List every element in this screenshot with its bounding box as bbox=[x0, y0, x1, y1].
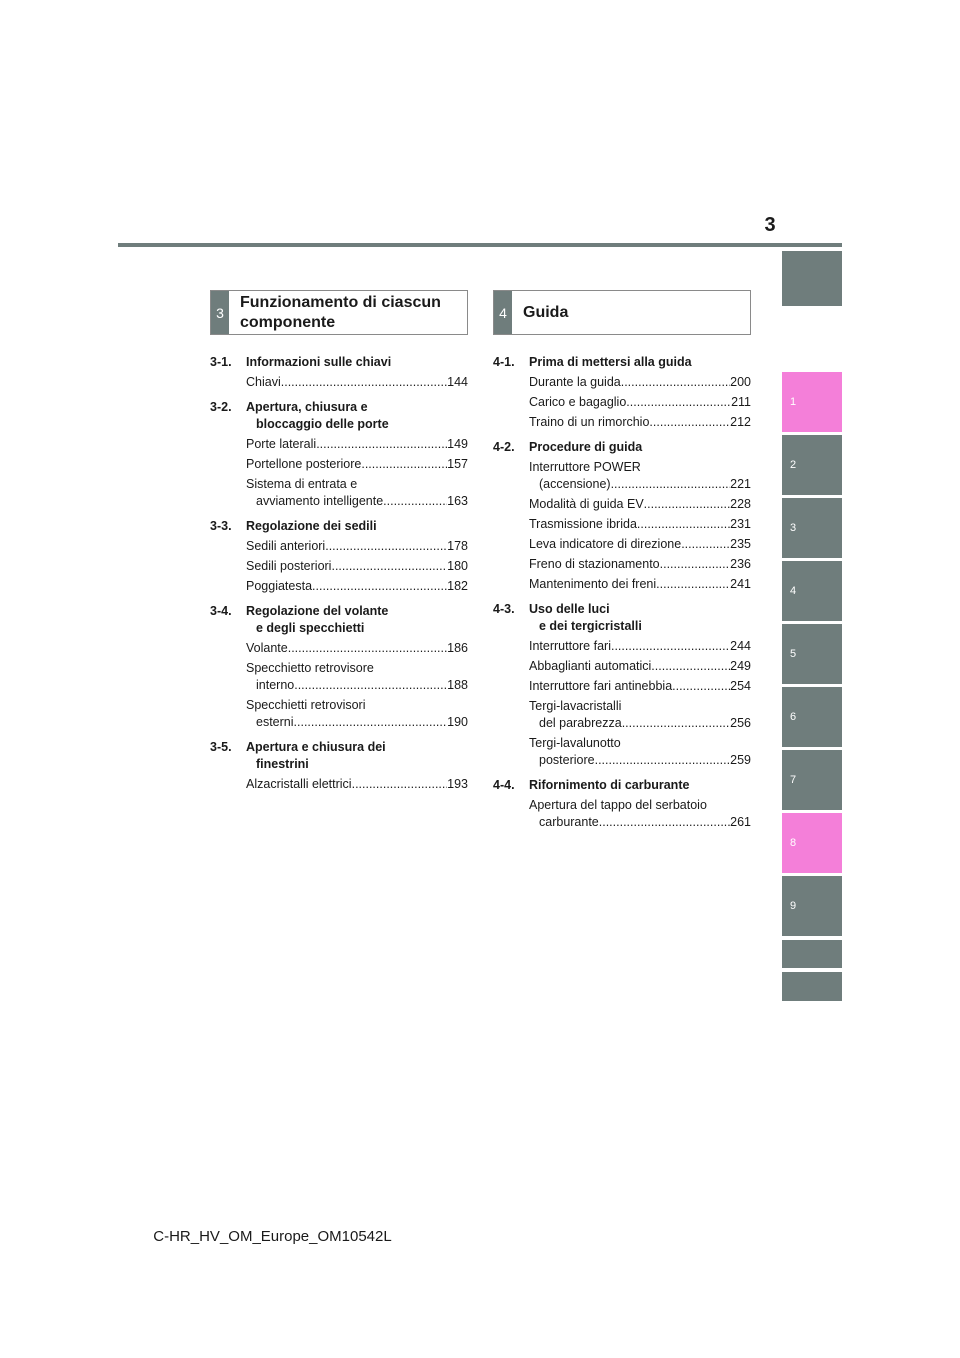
chapter-title: Rifornimento di carburante bbox=[529, 778, 690, 792]
toc-entry-label: Sedili posteriori bbox=[246, 559, 332, 573]
toc-entry[interactable] bbox=[246, 558, 468, 575]
page-reference: 178 bbox=[447, 539, 468, 553]
dot-leader bbox=[288, 640, 447, 657]
page-number: 3 bbox=[764, 214, 776, 236]
dot-leader bbox=[660, 556, 731, 573]
toc-entry-label: Apertura del tappo del serbatoio bbox=[529, 798, 707, 812]
chapter-tab-7[interactable]: 7 bbox=[782, 750, 842, 810]
page-reference: 235 bbox=[730, 537, 751, 551]
page-reference: 190 bbox=[447, 715, 468, 729]
dot-leader bbox=[672, 678, 730, 695]
toc-entry-label: Porte laterali bbox=[246, 437, 317, 451]
page-reference: 200 bbox=[730, 375, 751, 389]
page-reference: 261 bbox=[730, 815, 751, 829]
page-reference: 182 bbox=[447, 579, 468, 593]
section-header bbox=[493, 290, 751, 335]
chapter-title: Regolazione dei sedili bbox=[246, 519, 377, 533]
toc-entry[interactable] bbox=[529, 797, 751, 831]
dot-leader bbox=[644, 496, 730, 513]
dot-leader bbox=[637, 516, 730, 533]
toc-entry-label: Mantenimento dei freni bbox=[529, 577, 657, 591]
chapter-tab-3[interactable]: 3 bbox=[782, 498, 842, 558]
chapter-number: 4-1. bbox=[493, 355, 515, 369]
page-reference: 249 bbox=[730, 659, 751, 673]
toc-entry[interactable] bbox=[529, 374, 751, 391]
dot-leader bbox=[294, 714, 448, 731]
toc-entry[interactable] bbox=[529, 536, 751, 553]
chapter-tab-blank[interactable] bbox=[782, 251, 842, 306]
chapter-title: Regolazione del volante e degli specchietti bbox=[246, 604, 389, 635]
section-header bbox=[210, 290, 468, 335]
toc-entry[interactable] bbox=[529, 576, 751, 593]
dot-leader bbox=[312, 578, 447, 595]
toc-entry-label: Interruttore fari antinebbia bbox=[529, 679, 673, 693]
toc-entry-label: interno bbox=[256, 678, 295, 692]
toc-entry-label: carburante bbox=[539, 815, 599, 829]
toc-entry-label: avviamento intelligente bbox=[256, 494, 384, 508]
toc-entry-label: esterni bbox=[256, 715, 294, 729]
chapter-heading bbox=[493, 777, 751, 794]
page-reference: 149 bbox=[447, 437, 468, 451]
dot-leader bbox=[651, 658, 730, 675]
toc-entry[interactable] bbox=[246, 456, 468, 473]
section-title: Funzionamento di ciascun componente bbox=[240, 293, 441, 331]
chapter-heading bbox=[210, 739, 468, 773]
page-reference: 256 bbox=[730, 716, 751, 730]
section-3-column bbox=[210, 290, 468, 793]
chapter-tab-6[interactable]: 6 bbox=[782, 687, 842, 747]
chapter-heading bbox=[493, 601, 751, 635]
toc-entry-label: Modalità di guida EV bbox=[529, 497, 644, 511]
dot-leader bbox=[325, 538, 447, 555]
page-reference: 241 bbox=[730, 577, 751, 591]
page-reference: 211 bbox=[731, 395, 751, 409]
page-reference: 180 bbox=[447, 559, 468, 573]
toc-entry[interactable] bbox=[246, 436, 468, 453]
page-reference: 163 bbox=[447, 494, 468, 508]
dot-leader bbox=[281, 374, 447, 391]
toc-entry-label: Tergi-lavalunotto bbox=[529, 736, 621, 750]
toc-entry[interactable] bbox=[529, 516, 751, 533]
chapter-number: 3-1. bbox=[210, 355, 232, 369]
toc-entry-label: Carico e bagaglio bbox=[529, 395, 627, 409]
page-reference: 212 bbox=[730, 415, 751, 429]
toc-entry[interactable] bbox=[529, 459, 751, 493]
dot-leader bbox=[294, 677, 447, 694]
chapter-number: 3-2. bbox=[210, 400, 232, 414]
dot-leader bbox=[626, 394, 731, 411]
toc-entry-label: Specchietto retrovisore bbox=[246, 661, 374, 675]
dot-leader bbox=[622, 715, 730, 732]
header-rule bbox=[118, 243, 842, 247]
toc-entry[interactable] bbox=[529, 394, 751, 411]
page-reference: 236 bbox=[730, 557, 751, 571]
dot-leader bbox=[599, 814, 730, 831]
chapter-number: 3-5. bbox=[210, 740, 232, 754]
toc-entry[interactable] bbox=[529, 414, 751, 431]
toc-entry-label: Freno di stazionamento bbox=[529, 557, 660, 571]
chapter-tab-1[interactable]: 1 bbox=[782, 372, 842, 432]
toc-entry-label: Specchietti retrovisori bbox=[246, 698, 366, 712]
page-reference: 186 bbox=[447, 641, 468, 655]
document-footer: C-HR_HV_OM_Europe_OM10542L bbox=[153, 1228, 392, 1245]
section-4-column bbox=[493, 290, 751, 831]
dot-leader bbox=[331, 558, 447, 575]
toc-entry-label: Trasmissione ibrida bbox=[529, 517, 637, 531]
dot-leader bbox=[649, 414, 730, 431]
chapter-number: 4-3. bbox=[493, 602, 515, 616]
dot-leader bbox=[611, 638, 730, 655]
chapter-title: Apertura, chiusura e bloccaggio delle porte bbox=[246, 400, 389, 431]
chapter-heading bbox=[210, 518, 468, 535]
page-reference: 157 bbox=[447, 457, 468, 471]
page-reference: 144 bbox=[447, 375, 468, 389]
toc-entry-label: Portellone posteriore bbox=[246, 457, 362, 471]
page-reference: 231 bbox=[730, 517, 751, 531]
chapter-tab-8[interactable]: 8 bbox=[782, 813, 842, 873]
page-reference: 221 bbox=[730, 477, 751, 491]
toc-entry-label: Volante bbox=[246, 641, 288, 655]
dot-leader bbox=[361, 456, 447, 473]
dot-leader bbox=[316, 436, 447, 453]
toc-entry-label: del parabrezza bbox=[539, 716, 622, 730]
dot-leader bbox=[681, 536, 730, 553]
toc-entry-label: Interruttore fari bbox=[529, 639, 611, 653]
chapter-tab-blank[interactable] bbox=[782, 972, 842, 1001]
toc-entry[interactable] bbox=[246, 476, 468, 510]
toc-entry[interactable] bbox=[246, 776, 468, 793]
toc-entry-label: Sistema di entrata e bbox=[246, 477, 358, 491]
chapter-number: 3-4. bbox=[210, 604, 232, 618]
toc-entry-label: Chiavi bbox=[246, 375, 281, 389]
toc-entry[interactable] bbox=[246, 660, 468, 694]
toc-entry-label: Sedili anteriori bbox=[246, 539, 326, 553]
toc-entry-label: Traino di un rimorchio bbox=[529, 415, 650, 429]
chapter-title: Procedure di guida bbox=[529, 440, 643, 454]
page-reference: 254 bbox=[730, 679, 751, 693]
toc-entry[interactable] bbox=[529, 556, 751, 573]
section-title: Guida bbox=[523, 303, 569, 321]
chapter-tab-2[interactable]: 2 bbox=[782, 435, 842, 495]
chapter-tab-9[interactable]: 9 bbox=[782, 876, 842, 936]
page-reference: 259 bbox=[730, 753, 751, 767]
dot-leader bbox=[352, 776, 448, 793]
toc-entry-label: posteriore bbox=[539, 753, 595, 767]
toc-entry[interactable] bbox=[529, 638, 751, 655]
toc-entry[interactable] bbox=[246, 640, 468, 657]
toc-entry-label: Leva indicatore di direzione bbox=[529, 537, 682, 551]
toc-entry-label: Durante la guida bbox=[529, 375, 621, 389]
chapter-number: 3-3. bbox=[210, 519, 232, 533]
chapter-title: Informazioni sulle chiavi bbox=[246, 355, 392, 369]
toc-entry-label: Poggiatesta bbox=[246, 579, 313, 593]
toc-entry[interactable] bbox=[246, 697, 468, 731]
toc-entry[interactable] bbox=[529, 678, 751, 695]
page-reference: 188 bbox=[447, 678, 468, 692]
chapter-heading bbox=[210, 399, 468, 433]
chapter-tab-4[interactable]: 4 bbox=[782, 561, 842, 621]
table-of-contents bbox=[493, 354, 751, 831]
toc-entry-label: Abbaglianti automatici bbox=[529, 659, 652, 673]
toc-entry[interactable] bbox=[529, 496, 751, 513]
toc-entry-label: Interruttore POWER bbox=[529, 460, 641, 474]
toc-entry[interactable] bbox=[246, 538, 468, 555]
dot-leader bbox=[656, 576, 730, 593]
section-number: 4 bbox=[494, 291, 512, 334]
chapter-title: Uso delle luci e dei tergicristalli bbox=[529, 602, 642, 633]
toc-entry[interactable] bbox=[529, 698, 751, 732]
dot-leader bbox=[621, 374, 730, 391]
chapter-tab-5[interactable]: 5 bbox=[782, 624, 842, 684]
toc-entry[interactable] bbox=[246, 578, 468, 595]
section-number: 3 bbox=[211, 291, 229, 334]
dot-leader bbox=[383, 493, 447, 510]
toc-entry[interactable] bbox=[529, 658, 751, 675]
chapter-heading bbox=[493, 439, 751, 456]
chapter-heading bbox=[493, 354, 751, 371]
chapter-title: Prima di mettersi alla guida bbox=[529, 355, 692, 369]
toc-entry[interactable] bbox=[529, 735, 751, 769]
dot-leader bbox=[611, 476, 731, 493]
toc-entry-label: Alzacristalli elettrici bbox=[246, 777, 352, 791]
chapter-title: Apertura e chiusura dei finestrini bbox=[246, 740, 386, 771]
chapter-heading bbox=[210, 354, 468, 371]
toc-entry-label: Tergi-lavacristalli bbox=[529, 699, 622, 713]
page-reference: 244 bbox=[730, 639, 751, 653]
chapter-heading bbox=[210, 603, 468, 637]
dot-leader bbox=[595, 752, 731, 769]
toc-entry[interactable] bbox=[246, 374, 468, 391]
page-reference: 228 bbox=[730, 497, 751, 511]
table-of-contents bbox=[210, 354, 468, 793]
chapter-number: 4-4. bbox=[493, 778, 515, 792]
page-reference: 193 bbox=[447, 777, 468, 791]
chapter-tab-blank[interactable] bbox=[782, 940, 842, 968]
chapter-number: 4-2. bbox=[493, 440, 515, 454]
toc-entry-label: (accensione) bbox=[539, 477, 611, 491]
